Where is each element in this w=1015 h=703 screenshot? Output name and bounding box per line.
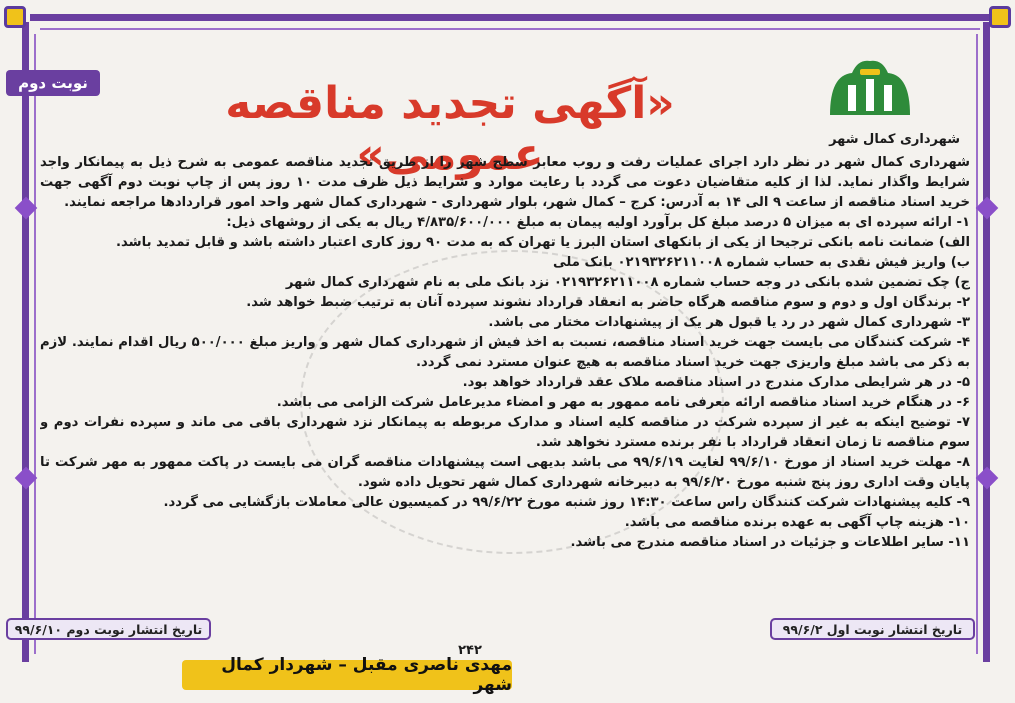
frame-inner-left: [34, 34, 36, 654]
notice-item: ۳- شهرداری کمال شهر در رد یا قبول هر یک از پیشنهادات مختار می باشد.: [488, 315, 970, 330]
corner-ornament-left: [4, 6, 26, 28]
notice-intro: شهرداری کمال شهر در نظر دارد اجرای عملیات رفت و روب معابر سطح شهر را از طریق تجدید مناقصه عمومی به شرح ذیل به پیمانکار واجد شرایط واگذار نماید. لذا از کلیه متقاضیان دعوت می گردد با رعایت موارد و شرایط ذیل ظرف مدت ۱۰ روز پس از چاپ نوبت دوم آگهی جهت خرید اسناد مناقصه از ساعت ۹ الی ۱۴ به آدرس: کرج – کمال شهر، بلوار شهرداری - شهرداری کمال شهر واحد امور قراردادها مراجعه نمایند.: [40, 155, 970, 210]
notice-item: ۱۱- سایر اطلاعات و جزئیات در اسناد مناقصه مندرج می باشد.: [570, 535, 970, 550]
frame-top: [30, 14, 990, 21]
signature-banner: مهدی ناصری مقبل – شهردار کمال شهر: [182, 660, 512, 690]
notice-item: ۱۰- هزینه چاپ آگهی به عهده برنده مناقصه می باشد.: [624, 515, 970, 530]
notice-item: الف) ضمانت نامه بانکی ترجیحا از یکی از بانکهای استان البرز یا تهران که به مدت ۹۰ روز کاری اعتبار داشته باشد و قابل تمدید باشد.: [116, 235, 970, 250]
frame-inner-top: [40, 28, 980, 30]
municipality-logo-icon: [822, 55, 918, 125]
notice-item: ۱- ارائه سپرده ای به میزان ۵ درصد مبلغ کل برآورد اولیه پیمان به مبلغ ۴/۸۳۵/۶۰۰/۰۰۰ ریال به یکی از روشهای ذیل:: [226, 215, 970, 230]
notice-body: [40, 153, 970, 608]
notice-title: «آگهی تجدید مناقصه عمومی»: [225, 78, 675, 180]
notice-item: ۴- شرکت کنندگان می بایست جهت خرید اسناد مناقصه، نسبت به اخذ فیش از شهرداری کمال شهر و واریز مبلغ ۵۰۰/۰۰۰ ریال اقدام نمایند. لازم به ذکر می باشد مبلغ واریزی جهت خرید اسناد مناقصه به هیچ عنوان مسترد نمی گردد.: [40, 335, 970, 370]
notice-item: ب) واریز فیش نقدی به حساب شماره ۰۲۱۹۳۲۶۲۱۱۰۰۸ بانک ملی: [553, 255, 970, 270]
notice-item: ۸- مهلت خرید اسناد از مورخ ۹۹/۶/۱۰ لغایت ۹۹/۶/۱۹ می باشد بدیهی است پیشنهادات مناقصه گران می بایست در پاکت ممهور به مهر شرکت تا پایان وقت اداری روز پنج شنبه مورخ ۹۹/۶/۲۰ به دبیرخانه شهرداری کمال شهر تحویل داده شود.: [40, 455, 970, 490]
round-badge: نوبت دوم: [6, 70, 100, 96]
notice-item: ۶- در هنگام خرید اسناد مناقصه ارائه معرفی نامه ممهور به مهر و امضاء مدیرعامل شرکت الزامی می باشد.: [276, 395, 970, 410]
second-publication-date: تاریخ انتشار نوبت دوم ۹۹/۶/۱۰: [6, 618, 211, 640]
frame-right: [983, 22, 990, 662]
diamond-ornament: [976, 197, 999, 220]
diamond-ornament: [976, 467, 999, 490]
notice-item: ۲- برندگان اول و دوم و سوم مناقصه هرگاه حاضر به انعقاد قرارداد نشوند سپرده آنان به ترتیب ضبط خواهد شد.: [246, 295, 970, 310]
corner-ornament-right: [989, 6, 1011, 28]
frame-inner-right: [976, 34, 978, 654]
notice-item: ۹- کلیه پیشنهادات شرکت کنندگان راس ساعت ۱۴:۳۰ روز شنبه مورخ ۹۹/۶/۲۲ در کمیسیون عالی معاملات بازگشایی می گردد.: [163, 495, 970, 510]
notice-item: ۵- در هر شرایطی مدارک مندرج در اسناد مناقصه ملاک عقد قرارداد خواهد بود.: [462, 375, 970, 390]
first-publication-date: تاریخ انتشار نوبت اول ۹۹/۶/۲: [770, 618, 975, 640]
notice-item: ج) چک تضمین شده بانکی در وجه حساب شماره ۰۲۱۹۳۲۶۲۱۱۰۰۸ نزد بانک ملی به نام شهرداری کمال شهر: [285, 275, 970, 290]
frame-left: [22, 22, 29, 662]
notice-serial-number: ۲۴۲: [458, 643, 482, 658]
notice-item: ۷- توضیح اینکه به غیر از سپرده شرکت در مناقصه کلیه اسناد و مدارک مربوطه به پیمانکار نزد شهرداری باقی می ماند و سپرده نفرات دوم و سوم مناقصه تا زمان انعقاد قرارداد با نفر برنده مسترد نخواهد شد.: [40, 415, 970, 450]
organization-name: شهرداری کمال شهر: [829, 132, 960, 147]
